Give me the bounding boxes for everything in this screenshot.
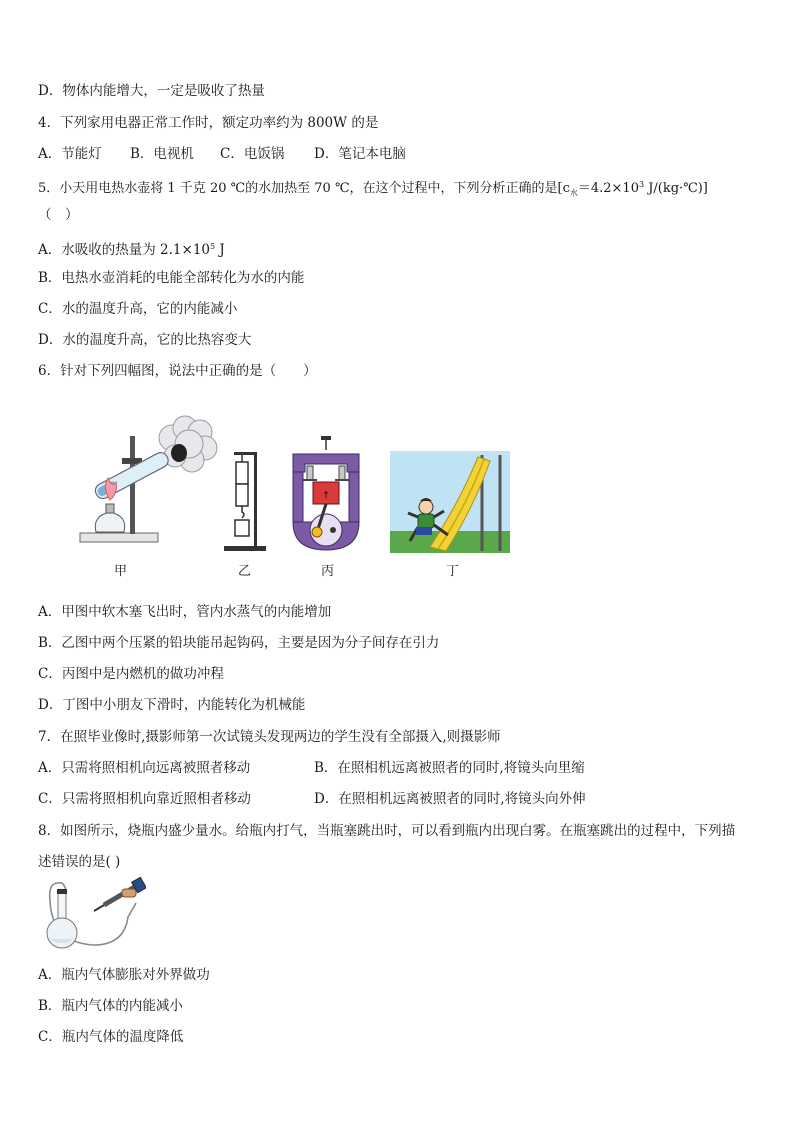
q4-option-c: C．电饭锅 bbox=[220, 146, 285, 162]
figure-ding-slide bbox=[390, 451, 510, 553]
q8-stem-line2: 述错误的是( ) bbox=[38, 854, 121, 870]
q4-option-d: D．笔记本电脑 bbox=[314, 146, 406, 162]
q6-option-b: B．乙图中两个压紧的铅块能吊起钩码，主要是因为分子间存在引力 bbox=[38, 635, 440, 651]
figure-flask-pump bbox=[38, 877, 146, 953]
caption-bing: 丙 bbox=[321, 564, 335, 579]
q8-option-c: C．瓶内气体的温度降低 bbox=[38, 1029, 184, 1045]
q7-option-c: C．只需将照相机向靠近照相者移动 bbox=[38, 791, 251, 807]
figure-yi-lead-blocks bbox=[220, 448, 272, 552]
q5-option-a: A．水吸收的热量为 $2.1\times 10^5$ J bbox=[38, 242, 225, 258]
q6-stem: 6．针对下列四幅图，说法中正确的是（ ） bbox=[38, 363, 317, 379]
svg-text:†: † bbox=[323, 490, 329, 501]
caption-yi: 乙 bbox=[238, 564, 252, 579]
caption-ding: 丁 bbox=[446, 564, 460, 579]
q3-option-d: D．物体内能增大，一定是吸收了热量 bbox=[38, 83, 265, 99]
q6-option-c: C．丙图中是内燃机的做功冲程 bbox=[38, 666, 224, 682]
q7-option-a: A．只需将照相机向远离被照者移动 bbox=[38, 760, 251, 776]
q4-option-a: A．节能灯 bbox=[38, 146, 102, 162]
q4-option-b: B．电视机 bbox=[130, 146, 194, 162]
q4-options bbox=[38, 144, 406, 164]
q8-option-a: A．瓶内气体膨胀对外界做功 bbox=[38, 967, 210, 983]
q5-option-b: B．电热水壶消耗的电能全部转化为水的内能 bbox=[38, 270, 305, 286]
q8-stem-line1: 8．如图所示，烧瓶内盛少量水。给瓶内打气，当瓶塞跳出时，可以看到瓶内出现白雾。在瓶塞跳出的过程中，下列描 bbox=[38, 823, 736, 839]
q7-option-b: B．在照相机远离被照者的同时,将镜头向里缩 bbox=[314, 760, 585, 776]
q5-option-d: D．水的温度升高，它的比热容变大 bbox=[38, 332, 252, 348]
q6-option-a: A．甲图中软木塞飞出时，管内水蒸气的内能增加 bbox=[38, 604, 332, 620]
q8-option-b: B．瓶内气体的内能减小 bbox=[38, 998, 183, 1014]
figure-jia-test-tube bbox=[72, 408, 222, 550]
figure-bing-engine bbox=[287, 434, 365, 552]
q5-stem: 5．小天用电热水壶将 1 千克 20 ℃的水加热至 70 ℃，在这个过程中，下列分析正确的是[$c_水=4.2\times 10^3$ J/(kg·℃)] bbox=[38, 180, 708, 198]
q5-option-c: C．水的温度升高，它的内能减小 bbox=[38, 301, 238, 317]
q4-stem: 4．下列家用电器正常工作时，额定功率约为 800W 的是 bbox=[38, 115, 379, 131]
q7-option-d: D．在照相机远离被照者的同时,将镜头向外伸 bbox=[314, 791, 586, 807]
q5-bracket: （ ） bbox=[38, 207, 79, 223]
q6-option-d: D．丁图中小朋友下滑时，内能转化为机械能 bbox=[38, 697, 306, 713]
q7-stem: 7．在照毕业像时,摄影师第一次试镜头发现两边的学生没有全部摄入,则摄影师 bbox=[38, 729, 501, 745]
caption-jia: 甲 bbox=[114, 564, 128, 579]
